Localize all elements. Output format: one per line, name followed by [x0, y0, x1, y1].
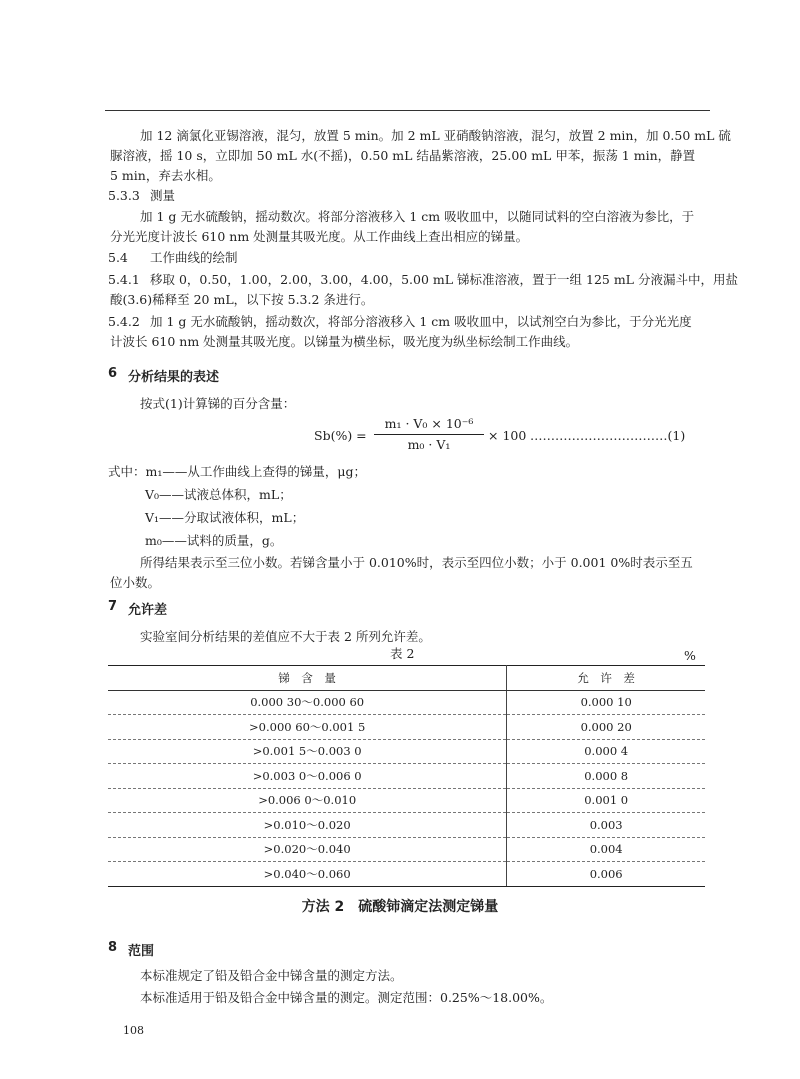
text-line: 本标准规定了铅及铅合金中锑含量的测定方法。: [140, 968, 403, 983]
section-5-4-1-number: 5.4.1: [108, 272, 140, 287]
text-line: 酸(3.6)稀释至 20 mL，以下按 5.3.2 条进行。: [110, 292, 374, 307]
section-8-number: 8: [108, 940, 118, 955]
formula-lhs: Sb(%) =: [314, 428, 367, 443]
section-5-3-3-title: 测量: [150, 188, 176, 203]
text-line: 本标准适用于铅及铅合金中锑含量的测定。测定范围：0.25%～18.00%。: [140, 990, 553, 1005]
method-2-title: 方法 2 硫酸铈滴定法测定锑量: [301, 899, 499, 915]
formula-multiplier: × 100: [488, 428, 527, 443]
content-cell: >0.006 0～0.010: [108, 788, 507, 813]
tolerance-cell: 0.001 0: [507, 788, 705, 813]
content-cell: >0.020～0.040: [108, 837, 507, 862]
section-5-4-number: 5.4: [108, 250, 128, 265]
tolerance-cell: 0.000 10: [507, 690, 705, 715]
text-line: 脲溶液，摇 10 s，立即加 50 mL 水(不摇)，0.50 mL 结晶紫溶液，25.00 mL 甲苯，振荡 1 min，静置: [110, 148, 696, 163]
tolerance-cell: 0.000 20: [507, 715, 705, 740]
section-7-number: 7: [108, 599, 118, 614]
table-row: [108, 739, 705, 764]
table-row: [108, 764, 705, 789]
content-cell: 0.000 30～0.000 60: [108, 690, 507, 715]
header-rule: [105, 110, 710, 111]
table-row: [108, 862, 705, 887]
page-number: 108: [123, 1024, 144, 1037]
section-6-number: 6: [108, 366, 118, 381]
formula-numerator: m₁ · V₀ × 10⁻⁶: [384, 416, 474, 431]
text-line: 所得结果表示至三位小数。若锑含量小于 0.010%时，表示至四位小数；小于 0.001 0%时表示至五: [140, 555, 693, 570]
table-unit: %: [684, 648, 696, 663]
text-line: 加 12 滴氯化亚锡溶液，混匀，放置 5 min。加 2 mL 亚硝酸钠溶液，混匀，放置 2 min，加 0.50 mL 硫: [140, 128, 731, 143]
table-row: [108, 837, 705, 862]
where-line: V₀——试液总体积，mL；: [145, 487, 292, 502]
table-header-tolerance: 允 许 差: [507, 666, 705, 691]
tolerance-cell: 0.000 4: [507, 739, 705, 764]
tolerance-cell: 0.000 8: [507, 764, 705, 789]
tolerance-cell: 0.006: [507, 862, 705, 887]
table-row: [108, 690, 705, 715]
content-cell: >0.000 60～0.001 5: [108, 715, 507, 740]
tolerance-cell: 0.003: [507, 813, 705, 838]
section-5-4-2-number: 5.4.2: [108, 314, 140, 329]
section-5-4-title: 工作曲线的绘制: [150, 250, 238, 265]
section-7-title: 允许差: [128, 603, 168, 618]
table-caption: 表 2: [390, 646, 415, 661]
text-line: 实验室间分析结果的差值应不大于表 2 所列允许差。: [140, 629, 431, 644]
formula-denominator: m₀ · V₁: [407, 437, 451, 452]
tolerance-table: [108, 665, 705, 887]
table-row: [108, 788, 705, 813]
content-cell: >0.003 0～0.006 0: [108, 764, 507, 789]
text-line: 计波长 610 nm 处测量其吸光度。以锑量为横坐标，吸光度为纵坐标绘制工作曲线。: [110, 334, 579, 349]
table-header-antimony-content: 锑 含 量: [108, 666, 507, 691]
fraction-bar: [374, 434, 484, 435]
content-cell: >0.040～0.060: [108, 862, 507, 887]
text-line: 加 1 g 无水硫酸钠，摇动数次。将部分溶液移入 1 cm 吸收皿中，以随同试料的空白溶液为参比，于: [140, 209, 695, 224]
content-cell: >0.010～0.020: [108, 813, 507, 838]
text-line: 分光光度计波长 610 nm 处测量其吸光度。从工作曲线上查出相应的锑量。: [110, 229, 529, 244]
where-line: V₁——分取试液体积，mL；: [145, 510, 305, 525]
text-line: 移取 0，0.50，1.00，2.00，3.00，4.00，5.00 mL 锑标准溶液，置于一组 125 mL 分液漏斗中，用盐: [150, 272, 738, 287]
section-5-3-3-number: 5.3.3: [108, 188, 140, 203]
text-line: 加 1 g 无水硫酸钠，摇动数次，将部分溶液移入 1 cm 吸收皿中，以试剂空白为参比，于分光光度: [150, 314, 692, 329]
where-line: 式中：m₁——从工作曲线上查得的锑量，μg；: [108, 464, 366, 479]
section-6-title: 分析结果的表述: [128, 370, 220, 385]
where-line: m₀——试料的质量，g。: [145, 533, 283, 548]
table-row: [108, 715, 705, 740]
tolerance-cell: 0.004: [507, 837, 705, 862]
equation-number: ……………………………(1): [530, 428, 686, 443]
table-row: [108, 813, 705, 838]
text-line: 位小数。: [110, 575, 161, 590]
text-line: 按式(1)计算锑的百分含量：: [140, 396, 296, 411]
content-cell: >0.001 5～0.003 0: [108, 739, 507, 764]
text-line: 5 min，弃去水相。: [110, 168, 221, 183]
section-8-title: 范围: [128, 944, 155, 959]
